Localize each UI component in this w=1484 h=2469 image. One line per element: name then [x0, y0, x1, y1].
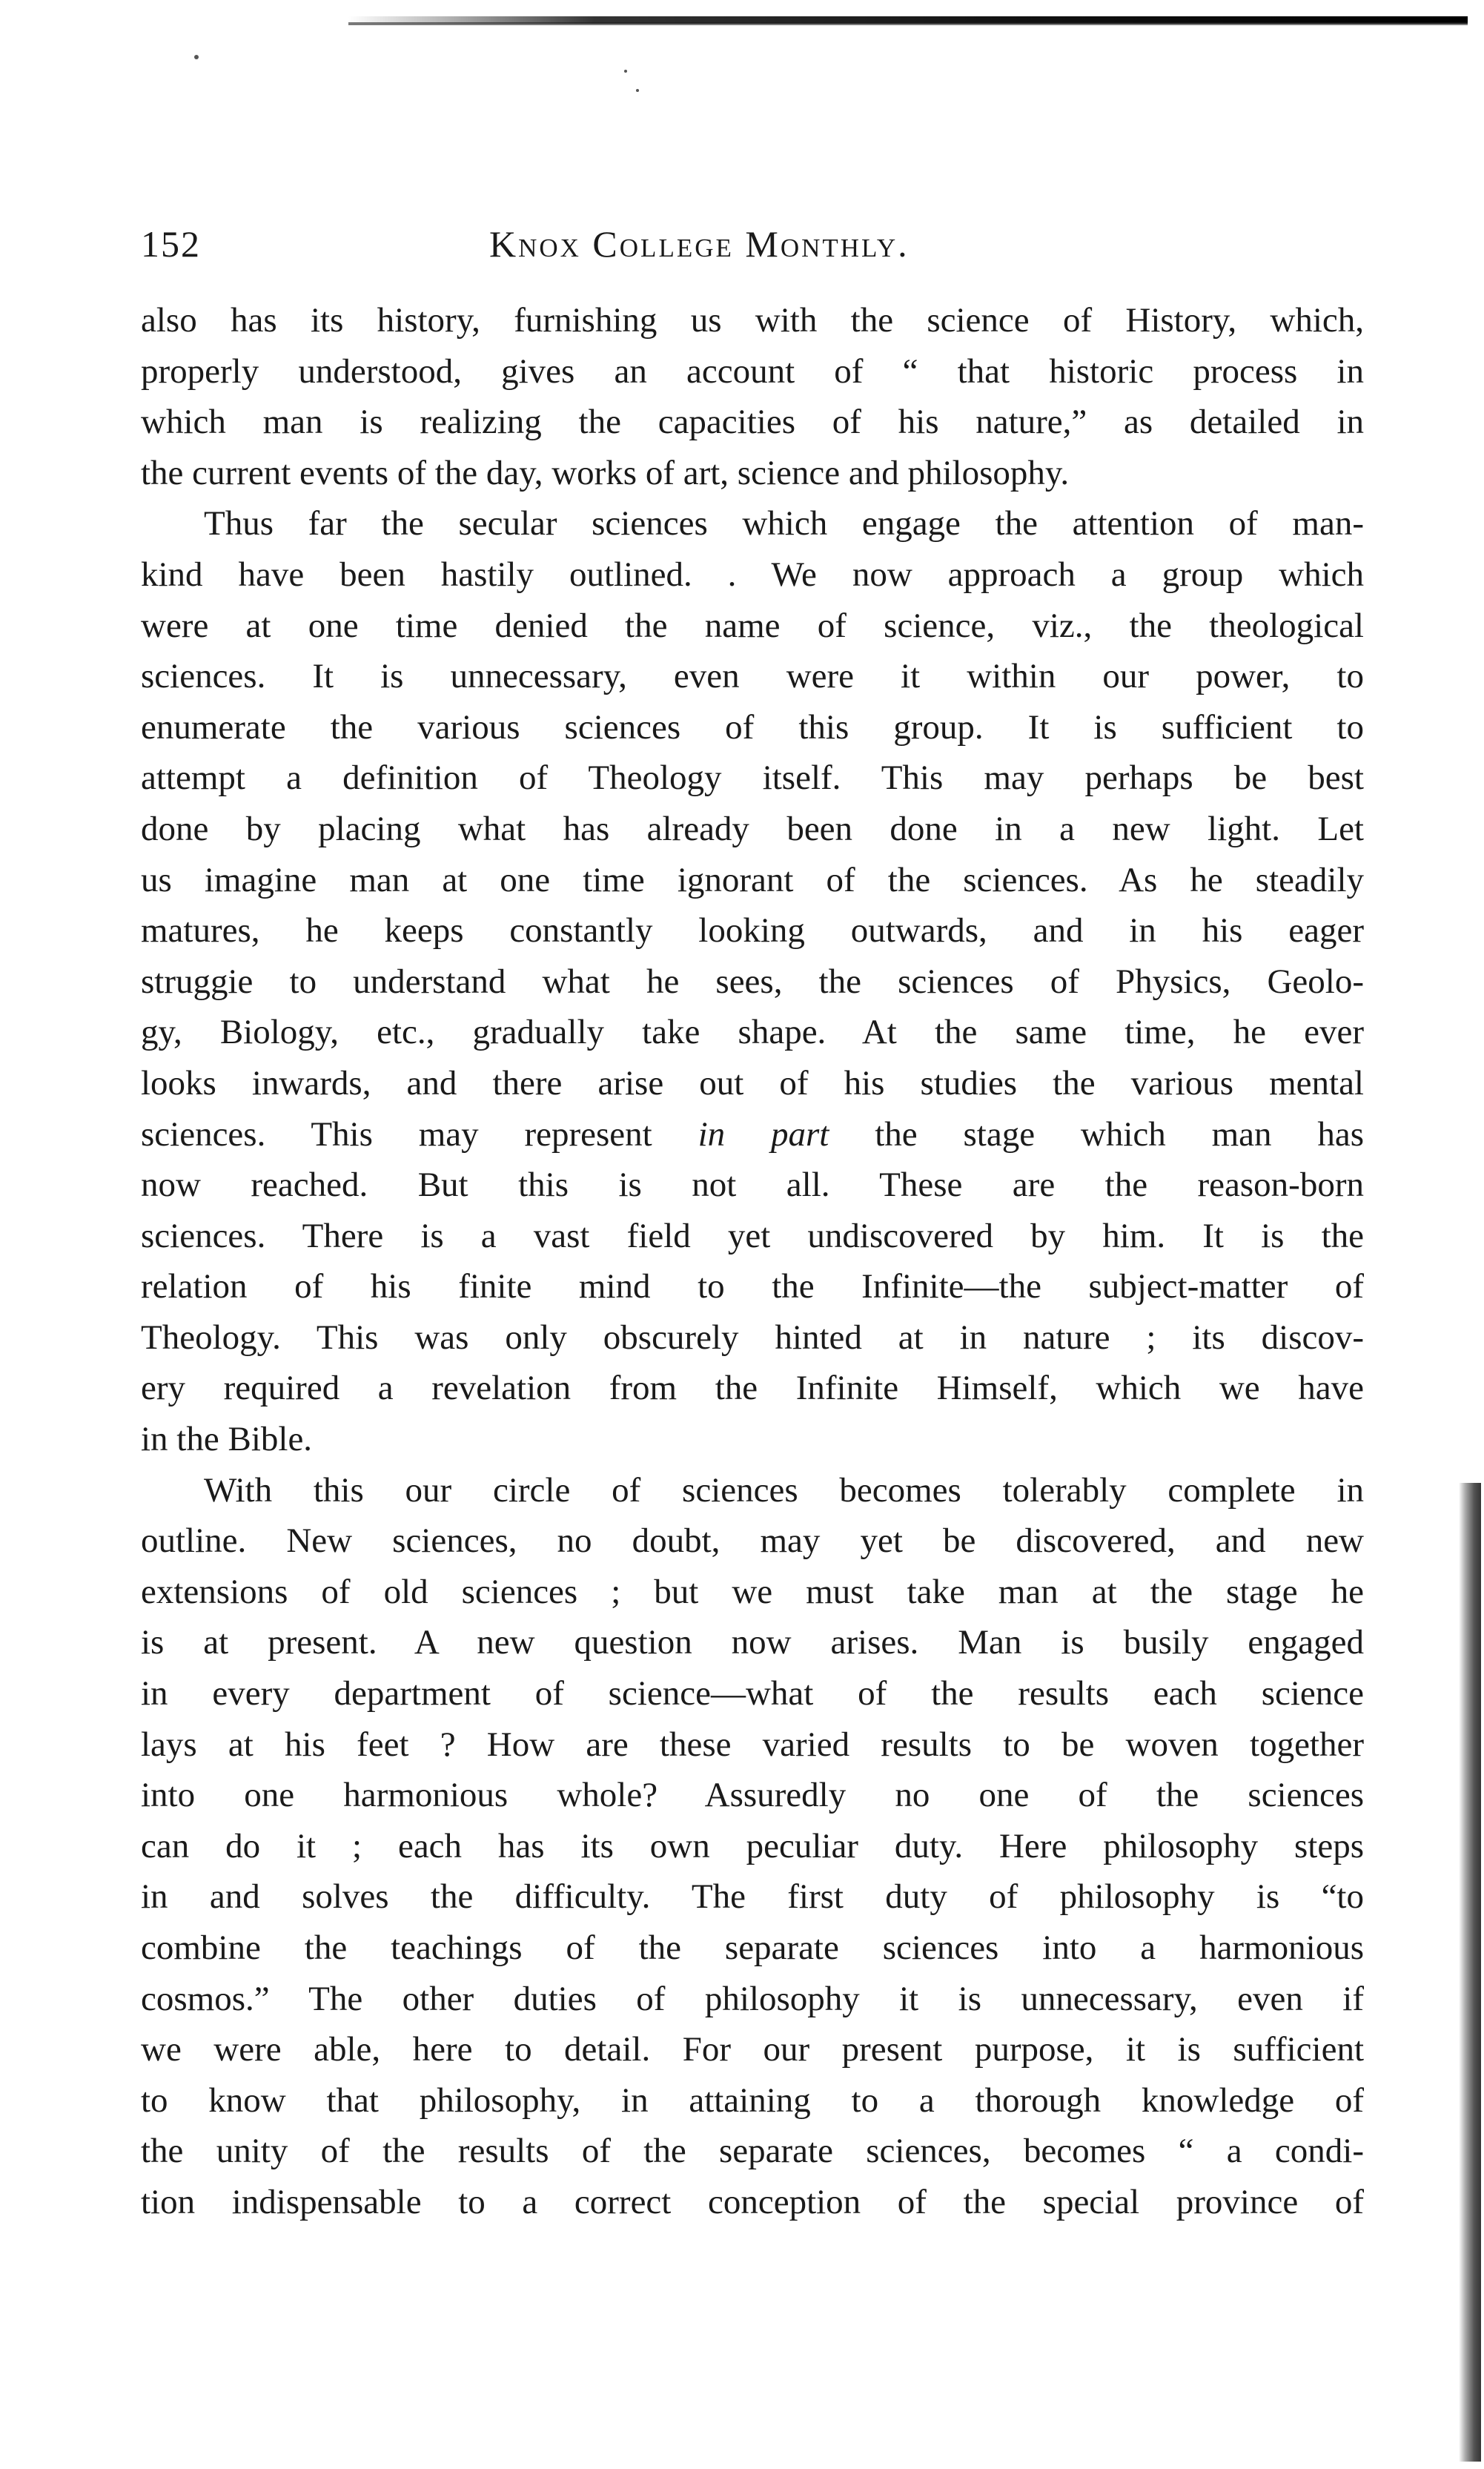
- text-line: sciences. It is unnecessary, even were it within our power, to: [141, 657, 1364, 696]
- ink-speck: [636, 89, 639, 92]
- text-line: cosmos.” The other duties of philosophy it is unnecessary, even if: [141, 1979, 1364, 2018]
- text-line: can do it ; each has its own peculiar duty. Here philosophy steps: [141, 1826, 1364, 1865]
- text-segment: sciences. This may represent: [141, 1114, 652, 1154]
- text-line: gy, Biology, etc., gradually take shape. At the same time, he ever: [141, 1013, 1364, 1052]
- ink-speck: [194, 55, 199, 59]
- journal-title: Knox College Monthly.: [489, 223, 910, 265]
- text-line: we were able, here to detail. For our present purpose, it is sufficient: [141, 2030, 1364, 2069]
- text-line: matures, he keeps constantly looking outwards, and in his eager: [141, 911, 1364, 951]
- text-line: now reached. But this is not all. These are the reason-born: [141, 1166, 1364, 1205]
- text-segment: the stage which man has: [875, 1114, 1364, 1154]
- running-head: [141, 222, 1364, 282]
- text-line: extensions of old sciences ; but we must take man at the stage he: [141, 1572, 1364, 1611]
- text-line: With this our circle of sciences becomes tolerably complete in: [204, 1470, 1364, 1510]
- top-rule-shadow: [348, 22, 1468, 25]
- text-line: Theology. This was only obscurely hinted at in nature ; its discov-: [141, 1318, 1364, 1357]
- text-line: the current events of the day, works of art, science and philosophy.: [141, 453, 1070, 492]
- text-line: the unity of the results of the separate sciences, becomes “ a condi-: [141, 2132, 1364, 2171]
- ink-speck: [624, 70, 627, 73]
- text-line: were at one time denied the name of science, viz., the theological: [141, 606, 1364, 645]
- text-line: also has its history, furnishing us with the science of History, which,: [141, 301, 1364, 340]
- text-line: in every department of science—what of the results each science: [141, 1674, 1364, 1713]
- text-line: looks inwards, and there arise out of his studies the various mental: [141, 1063, 1364, 1103]
- text-line: into one harmonious whole? Assuredly no one of the sciences: [141, 1776, 1364, 1815]
- text-line: struggie to understand what he sees, the sciences of Physics, Geolo-: [141, 962, 1364, 1001]
- text-line: properly understood, gives an account of “ that historic process in: [141, 351, 1364, 391]
- text-line: enumerate the various sciences of this group. It is sufficient to: [141, 707, 1364, 747]
- text-line: Thus far the secular sciences which engage the attention of man-: [204, 504, 1364, 543]
- text-line-with-italic: [141, 1109, 1364, 1160]
- page-edge-shadow: [1459, 1483, 1481, 2462]
- text-line: combine the teachings of the separate sciences into a harmonious: [141, 1928, 1364, 1967]
- text-line: sciences. There is a vast field yet undiscovered by him. It is the: [141, 1216, 1364, 1255]
- text-line: us imagine man at one time ignorant of the sciences. As he steadily: [141, 860, 1364, 899]
- text-line: in and solves the difficulty. The first duty of philosophy is “to: [141, 1877, 1364, 1917]
- text-line: tion indispensable to a correct conception of the special province of: [141, 2182, 1364, 2221]
- text-line: done by placing what has already been done in a new light. Let: [141, 809, 1364, 848]
- text-line: relation of his finite mind to the Infinite—the subject-matter of: [141, 1267, 1364, 1306]
- text-line: kind have been hastily outlined. . We now approach a group which: [141, 555, 1364, 594]
- page-number: 152: [141, 223, 201, 265]
- text-line: in the Bible.: [141, 1420, 313, 1459]
- text-line: ery required a revelation from the Infinite Himself, which we have: [141, 1369, 1364, 1408]
- italic-phrase: in part: [698, 1114, 829, 1154]
- text-line: which man is realizing the capacities of his nature,” as detailed in: [141, 403, 1364, 442]
- text-line: lays at his feet ? How are these varied results to be woven together: [141, 1725, 1364, 1764]
- text-line: attempt a definition of Theology itself. This may perhaps be best: [141, 758, 1364, 798]
- body-text: [141, 295, 1364, 2228]
- text-line: to know that philosophy, in attaining to a thorough knowledge of: [141, 2080, 1364, 2120]
- text-line: is at present. A new question now arises. Man is busily engaged: [141, 1623, 1364, 1662]
- text-line: outline. New sciences, no doubt, may yet be discovered, and new: [141, 1521, 1364, 1561]
